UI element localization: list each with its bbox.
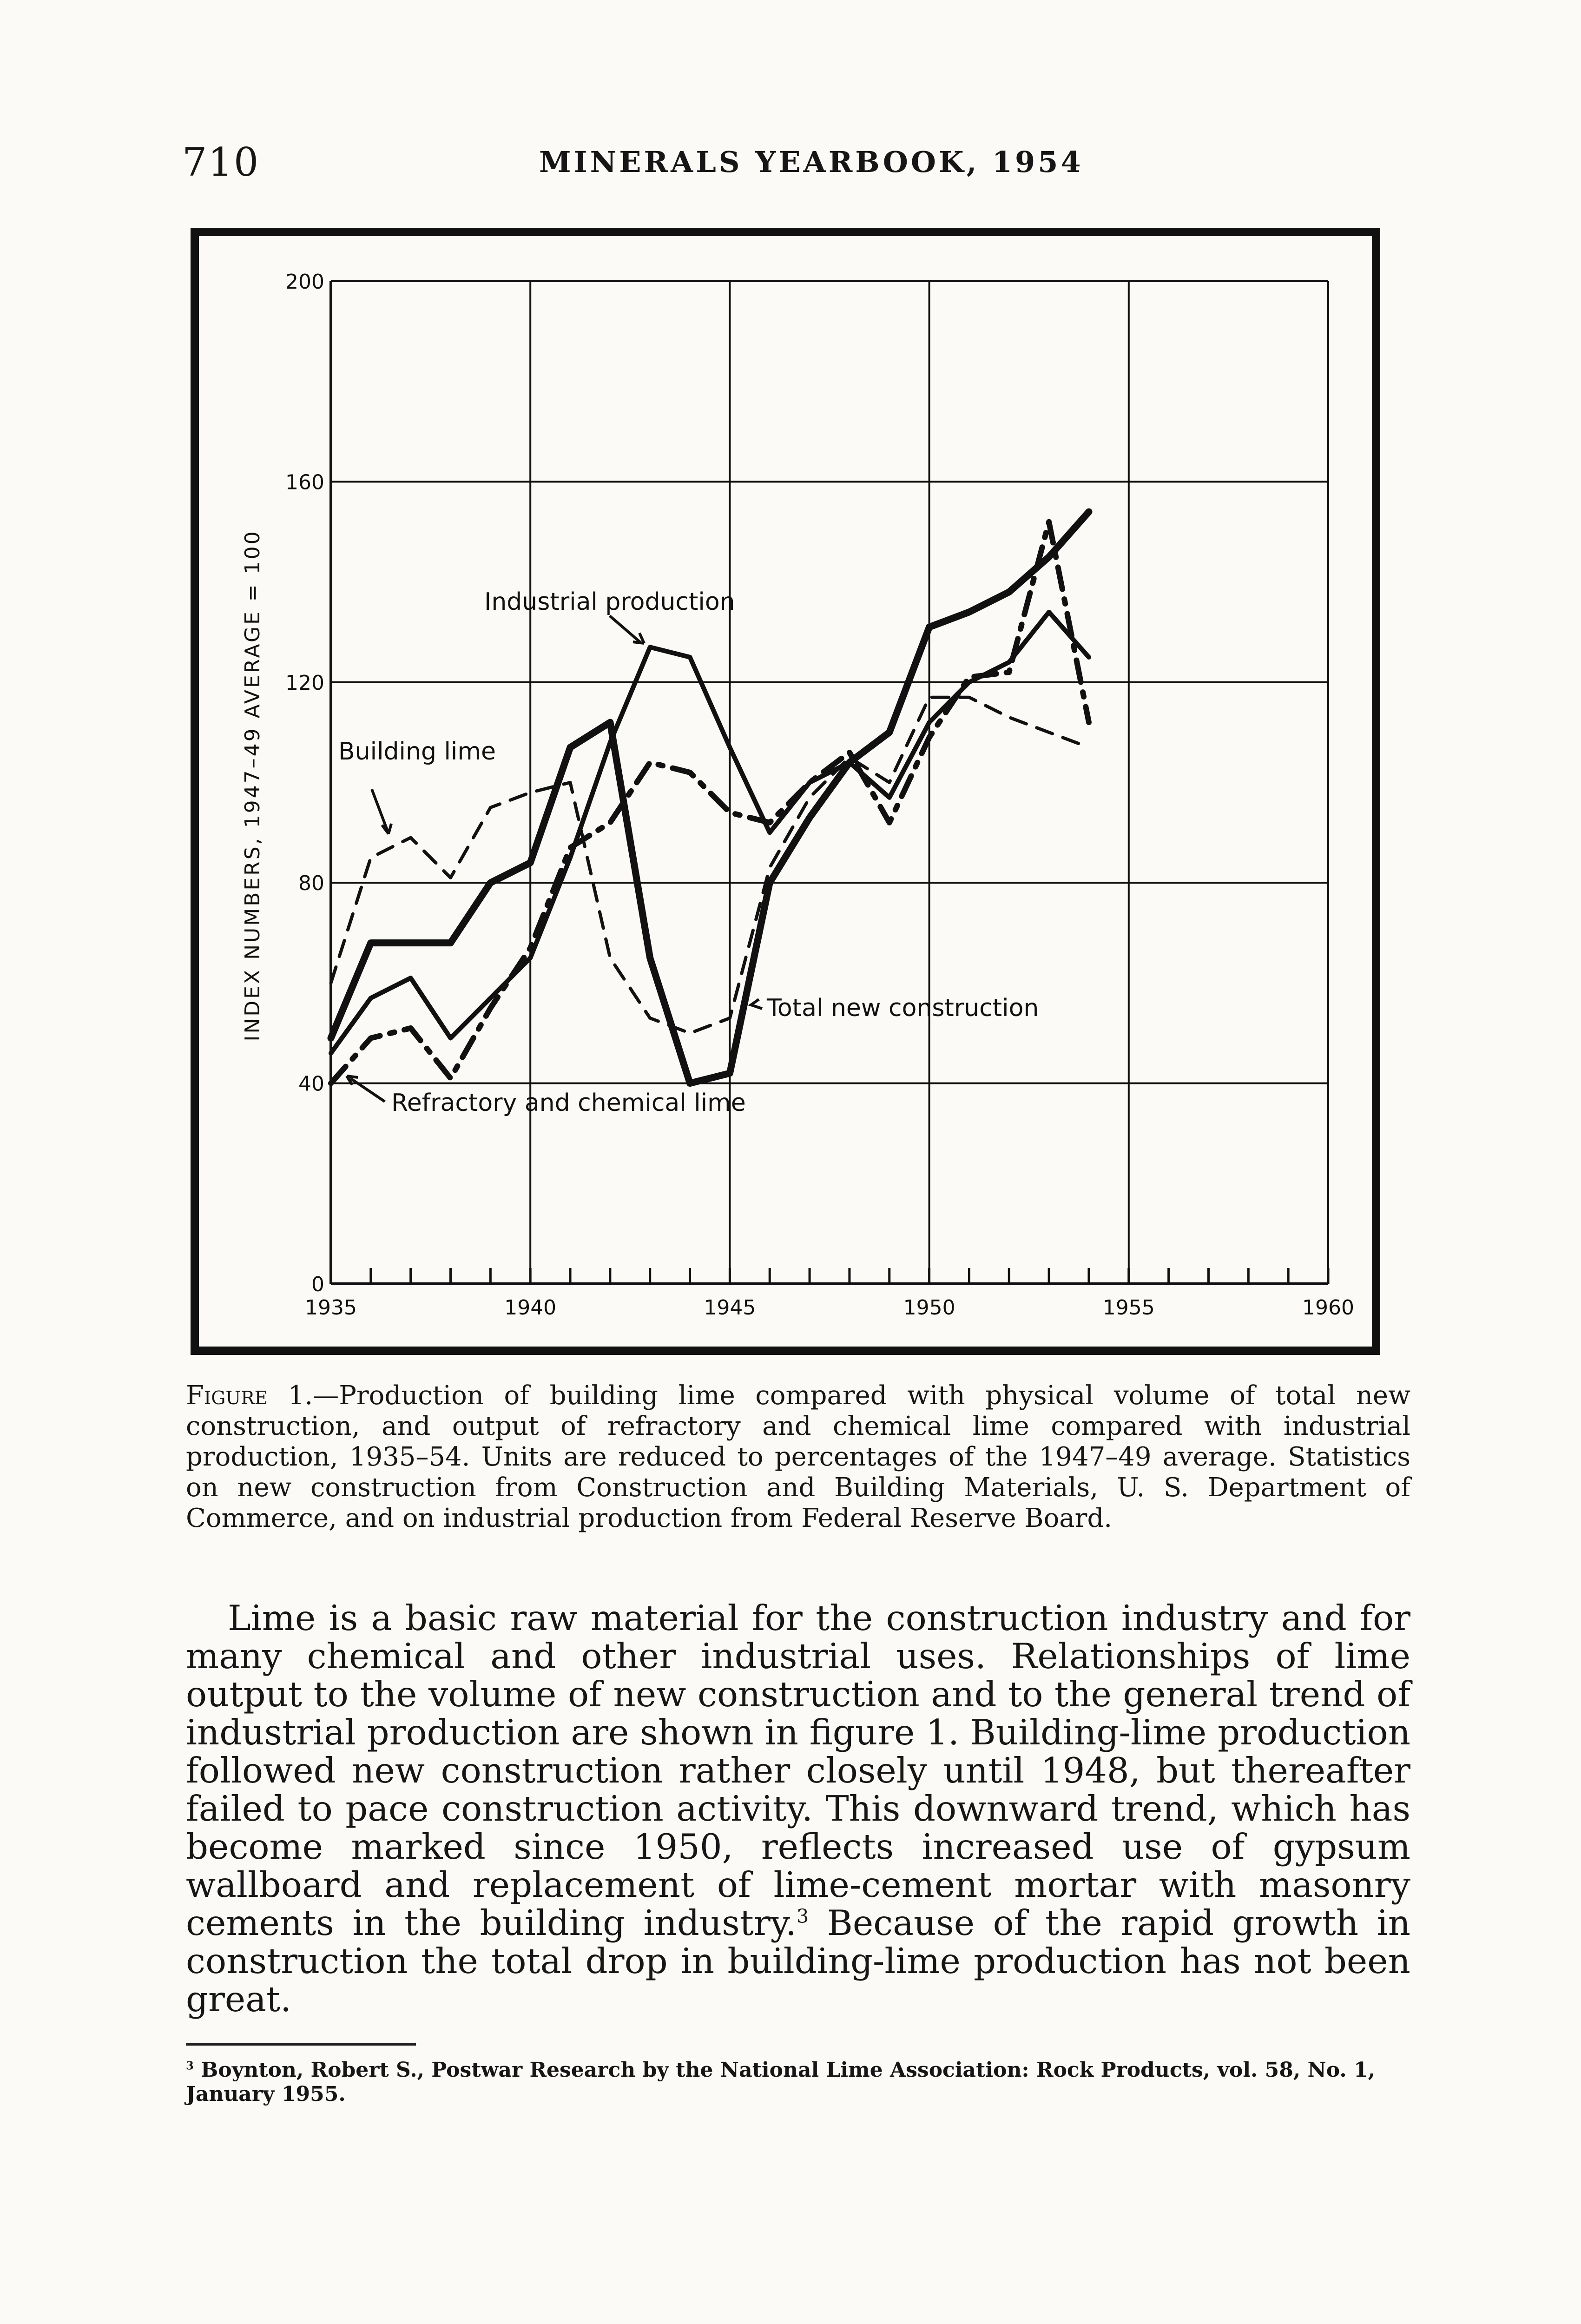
running-title: MINERALS YEARBOOK, 1954 bbox=[539, 145, 1084, 179]
x-tick-labels bbox=[305, 1296, 1354, 1320]
paragraph-text-continued: Because of the rapid growth in construction the total drop in building-lime production has not been great. bbox=[186, 1902, 1411, 2020]
x-tick-label: 1950 bbox=[903, 1296, 955, 1320]
body-paragraph bbox=[186, 1599, 1410, 2018]
footnote-text: Boynton, Robert S., Postwar Research by the National Lime Association: Rock Products, vol. 58, No. 1, January 1955. bbox=[186, 2058, 1375, 2106]
footnote bbox=[186, 2058, 1410, 2106]
x-tick-label: 1960 bbox=[1302, 1296, 1354, 1320]
footnote-reference: 3 bbox=[796, 1905, 809, 1928]
y-axis-label: INDEX NUMBERS, 1947–49 AVERAGE = 100 bbox=[241, 529, 264, 1042]
y-tick-label: 120 bbox=[285, 671, 324, 695]
x-tick-label: 1940 bbox=[504, 1296, 557, 1320]
annotation-total-new-construction: Total new construction bbox=[767, 994, 1039, 1022]
x-minor-ticks bbox=[331, 1268, 1328, 1284]
y-tick-label: 160 bbox=[285, 470, 324, 495]
x-tick-label: 1955 bbox=[1102, 1296, 1155, 1320]
caption-text: —Production of building lime compared with physical volume of total new construction, and output of refractory and chemical lime compared with industrial production, 1935–54. Units are reduced to percentages of the 1947–49 average. Statistics on new construction from Construction and Building Materials, U. S. Department of Commerce, and on industrial production from Federal Reserve Board. bbox=[186, 1380, 1410, 1533]
y-tick-label: 0 bbox=[311, 1273, 324, 1296]
figure-label: Figure 1. bbox=[186, 1380, 313, 1411]
y-tick-label: 80 bbox=[298, 872, 324, 896]
figure-caption bbox=[186, 1380, 1410, 1534]
y-tick-label: 40 bbox=[298, 1072, 324, 1096]
x-tick-label: 1935 bbox=[305, 1296, 357, 1320]
annotation-refractory-chemical-lime: Refractory and chemical lime bbox=[391, 1089, 746, 1117]
annotation-building-lime: Building lime bbox=[338, 738, 496, 766]
y-tick-labels bbox=[285, 270, 324, 1296]
footnote-marker: 3 bbox=[186, 2059, 194, 2073]
y-tick-label: 200 bbox=[285, 270, 324, 294]
chart-grid bbox=[331, 281, 1328, 1284]
annotation-industrial-production: Industrial production bbox=[484, 588, 735, 616]
footnote-divider bbox=[186, 2043, 416, 2046]
x-tick-label: 1945 bbox=[704, 1296, 756, 1320]
paragraph-text: Lime is a basic raw material for the construction industry and for many chemical and other industrial uses. Relationships of lime output to the volume of new construction and to the general trend of industrial production are shown in figure 1. Building-lime production followed new construction rather closely until 1948, but thereafter failed to pace construction activity. This downward trend, which has become marked since 1950, reflects increased use of gypsum wallboard and replacement of lime-cement mortar with masonry cements in the building industry. bbox=[186, 1598, 1410, 1943]
page-number: 710 bbox=[182, 139, 260, 185]
